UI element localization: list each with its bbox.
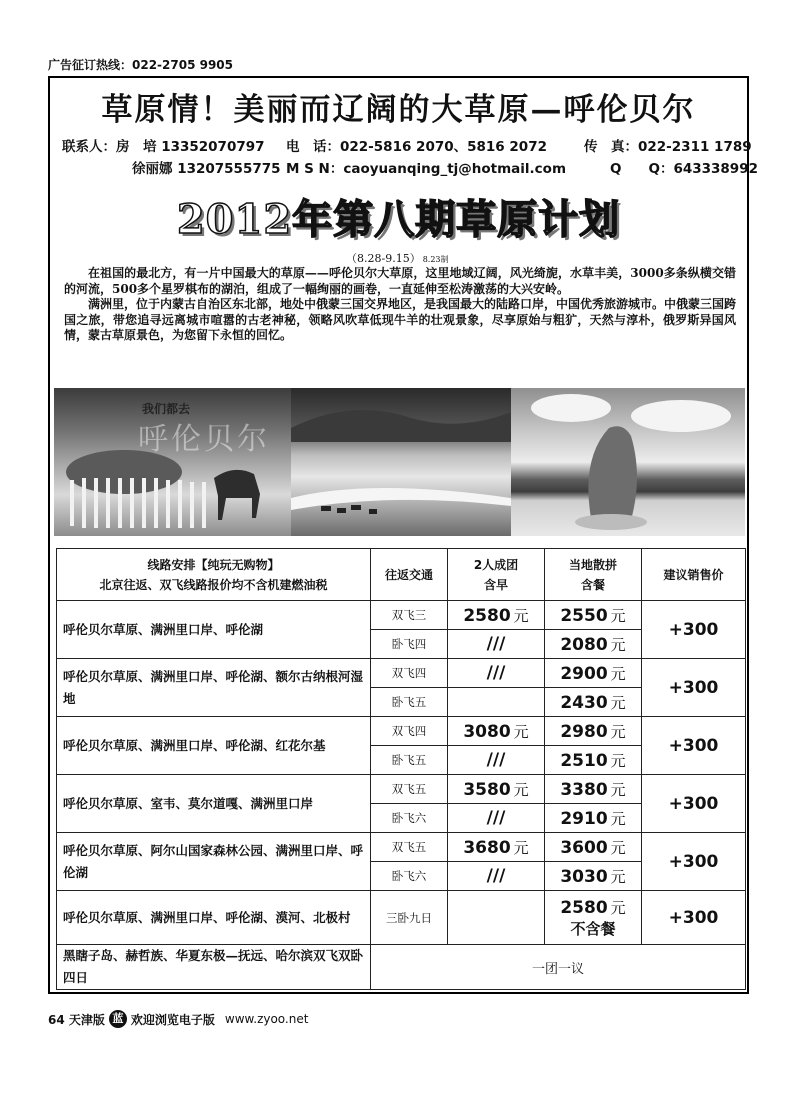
price-unit: 元 bbox=[610, 867, 626, 886]
header-group-line2: 含早 bbox=[483, 577, 508, 592]
header-route bbox=[57, 549, 371, 601]
price-unit: 元 bbox=[610, 809, 626, 828]
footer-welcome: 欢迎浏览电子版 bbox=[130, 1012, 215, 1027]
header-route-line2: 北京往返、双飞线路报价均不含机建燃油税 bbox=[99, 577, 328, 592]
header-local bbox=[545, 549, 642, 601]
price-unit: 元 bbox=[610, 664, 626, 683]
table-row bbox=[57, 717, 746, 746]
group-price-cell bbox=[448, 659, 545, 688]
contact-qq: Q Q：643338992 bbox=[610, 161, 758, 177]
suggest-price-cell: +300 bbox=[642, 833, 746, 891]
header-group bbox=[448, 549, 545, 601]
local-price-cell bbox=[545, 630, 642, 659]
local-price-cell bbox=[545, 862, 642, 891]
brand-logo-icon: 蓝 bbox=[109, 1010, 127, 1028]
price-unit: 元 bbox=[610, 722, 626, 741]
suggest-price-cell: +300 bbox=[642, 891, 746, 945]
route-cell: 呼伦贝尔草原、室韦、莫尔道嘎、满洲里口岸 bbox=[57, 775, 371, 833]
photo-watermark: 呼伦贝尔 bbox=[138, 422, 270, 457]
contact-person-2: 徐丽娜 13207555775 bbox=[132, 161, 281, 177]
suggest-price-cell: +300 bbox=[642, 659, 746, 717]
intro-paragraph-1: 在祖国的最北方，有一片中国最大的草原——呼伦贝尔大草原，这里地域辽阔，风光绮旎，水草丰美，3000多条纵横交错的河流，500多个星罗棋布的湖泊，组成了一幅绚丽的画卷，一直延伸至松涛激荡的大兴安岭。 bbox=[64, 266, 736, 296]
photo-grassland-fence bbox=[54, 388, 291, 536]
header-route-line1: 线路安排【纯玩无购物】 bbox=[147, 557, 280, 572]
footer-website[interactable]: www.zyoo.net bbox=[224, 1012, 309, 1026]
header-local-line1: 当地散拼 bbox=[568, 557, 617, 572]
contact-msn: M S N：caoyuanqing_tj@hotmail.com bbox=[286, 161, 567, 177]
local-price: 2900 bbox=[560, 663, 608, 684]
price-unit: 元 bbox=[610, 780, 626, 799]
local-price: 2580 bbox=[560, 897, 608, 918]
table-row bbox=[57, 891, 746, 945]
group-price-cell bbox=[448, 630, 545, 659]
price-unit: 元 bbox=[610, 898, 626, 917]
local-price: 3380 bbox=[560, 779, 608, 800]
group-price-cell bbox=[448, 891, 545, 945]
group-price: /// bbox=[486, 808, 506, 828]
local-price: 2080 bbox=[560, 634, 608, 655]
local-price: 2550 bbox=[560, 605, 608, 626]
route-cell: 呼伦贝尔草原、满洲里口岸、呼伦湖 bbox=[57, 601, 371, 659]
local-price: 2910 bbox=[560, 808, 608, 829]
group-price-cell bbox=[448, 833, 545, 862]
transport-cell: 卧飞六 bbox=[371, 862, 448, 891]
route-cell: 呼伦贝尔草原、满洲里口岸、呼伦湖、漠河、北极村 bbox=[57, 891, 371, 945]
transport-cell: 双飞五 bbox=[371, 775, 448, 804]
negotiable-note: 一团一议 bbox=[371, 945, 746, 990]
price-unit: 元 bbox=[513, 606, 529, 625]
local-price: 2430 bbox=[560, 692, 608, 713]
group-price: 3080 bbox=[463, 721, 511, 742]
ad-hotline: 广告征订热线：022-2705 9905 bbox=[48, 58, 234, 72]
group-price: /// bbox=[486, 866, 506, 886]
group-price-cell bbox=[448, 775, 545, 804]
photo-caption: 我们都去 bbox=[142, 402, 191, 416]
transport-cell: 卧飞五 bbox=[371, 746, 448, 775]
price-unit: 元 bbox=[610, 606, 626, 625]
group-price: /// bbox=[486, 750, 506, 770]
page-footer bbox=[48, 1010, 308, 1028]
date-made: 8.23制 bbox=[422, 255, 449, 264]
price-unit: 元 bbox=[610, 635, 626, 654]
local-price: 2980 bbox=[560, 721, 608, 742]
price-unit: 元 bbox=[610, 751, 626, 770]
group-price: /// bbox=[486, 634, 506, 654]
route-cell: 黑瞎子岛、赫哲族、华夏东极—抚远、哈尔滨双飞双卧四日 bbox=[57, 945, 371, 990]
local-price-cell bbox=[545, 833, 642, 862]
price-unit: 元 bbox=[610, 693, 626, 712]
photo-stone-monument bbox=[511, 388, 745, 536]
route-cell: 呼伦贝尔草原、满洲里口岸、呼伦湖、额尔古纳根河湿地 bbox=[57, 659, 371, 717]
intro-text bbox=[64, 266, 736, 344]
contact-person-1: 联系人：房 培 13352070797 bbox=[62, 139, 265, 155]
no-meal-note: 不含餐 bbox=[570, 919, 616, 938]
price-table bbox=[56, 548, 746, 990]
transport-cell: 双飞三 bbox=[371, 601, 448, 630]
group-price: 2580 bbox=[463, 605, 511, 626]
group-price: 3580 bbox=[463, 779, 511, 800]
contact-fax: 传 真：022-2311 1789 bbox=[584, 139, 752, 155]
local-price-cell bbox=[545, 775, 642, 804]
local-price-cell bbox=[545, 746, 642, 775]
table-row bbox=[57, 833, 746, 862]
group-price: /// bbox=[486, 663, 506, 683]
price-unit: 元 bbox=[513, 838, 529, 857]
header-transport: 往返交通 bbox=[371, 549, 448, 601]
table-header-row bbox=[57, 549, 746, 601]
headline: 草原情！美丽而辽阔的大草原—呼伦贝尔 bbox=[101, 92, 696, 128]
local-price-cell bbox=[545, 804, 642, 833]
transport-cell: 双飞四 bbox=[371, 717, 448, 746]
group-price-cell bbox=[448, 717, 545, 746]
photo-strip bbox=[54, 388, 745, 536]
local-price: 3030 bbox=[560, 866, 608, 887]
price-unit: 元 bbox=[513, 780, 529, 799]
intro-paragraph-2: 满洲里，位于内蒙古自治区东北部，地处中俄蒙三国交界地区，是我国最大的陆路口岸，中国优秀旅游城市。中俄蒙三国跨国之旅，带您追寻远离城市喧嚣的古老神秘，领略风吹草低现牛羊的壮观景象，尽享原始与粗犷，天然与淳朴，俄罗斯异国风情，蒙古草原景色，为您留下永恒的回忆。 bbox=[64, 297, 737, 343]
transport-cell: 卧飞五 bbox=[371, 688, 448, 717]
price-unit: 元 bbox=[610, 838, 626, 857]
transport-cell: 双飞四 bbox=[371, 659, 448, 688]
contact-tel: 电 话：022-5816 2070、5816 2072 bbox=[286, 139, 547, 155]
transport-cell: 双飞五 bbox=[371, 833, 448, 862]
group-price-cell bbox=[448, 862, 545, 891]
group-price-cell bbox=[448, 804, 545, 833]
date-range-text: （8.28-9.15） bbox=[346, 252, 421, 265]
transport-cell: 卧飞四 bbox=[371, 630, 448, 659]
page-number: 64 天津版 bbox=[48, 1012, 105, 1027]
local-price-cell bbox=[545, 891, 642, 945]
table-row bbox=[57, 945, 746, 990]
photo-river-herd bbox=[291, 388, 511, 536]
group-price-cell bbox=[448, 688, 545, 717]
ad-frame bbox=[48, 76, 758, 994]
header-group-line1: 2人成团 bbox=[473, 557, 519, 572]
local-price-cell bbox=[545, 659, 642, 688]
monument-illustration bbox=[511, 388, 745, 536]
group-price-cell bbox=[448, 601, 545, 630]
header-local-line2: 含餐 bbox=[580, 577, 605, 592]
route-cell: 呼伦贝尔草原、阿尔山国家森林公园、满洲里口岸、呼伦湖 bbox=[57, 833, 371, 891]
date-range bbox=[346, 250, 449, 266]
suggest-price-cell: +300 bbox=[642, 601, 746, 659]
local-price-cell bbox=[545, 601, 642, 630]
local-price-cell bbox=[545, 717, 642, 746]
price-unit: 元 bbox=[513, 722, 529, 741]
transport-cell: 卧飞六 bbox=[371, 804, 448, 833]
river-illustration bbox=[291, 388, 511, 536]
table-row bbox=[57, 775, 746, 804]
group-price: 3680 bbox=[463, 837, 511, 858]
group-price-cell bbox=[448, 746, 545, 775]
table-row bbox=[57, 601, 746, 630]
local-price: 2510 bbox=[560, 750, 608, 771]
suggest-price-cell: +300 bbox=[642, 775, 746, 833]
plan-title: 2012年第八期草原计划 bbox=[176, 196, 621, 243]
table-row bbox=[57, 659, 746, 688]
local-price: 3600 bbox=[560, 837, 608, 858]
route-cell: 呼伦贝尔草原、满洲里口岸、呼伦湖、红花尔基 bbox=[57, 717, 371, 775]
transport-cell: 三卧九日 bbox=[371, 891, 448, 945]
suggest-price-cell: +300 bbox=[642, 717, 746, 775]
local-price-cell bbox=[545, 688, 642, 717]
header-suggest: 建议销售价 bbox=[642, 549, 746, 601]
